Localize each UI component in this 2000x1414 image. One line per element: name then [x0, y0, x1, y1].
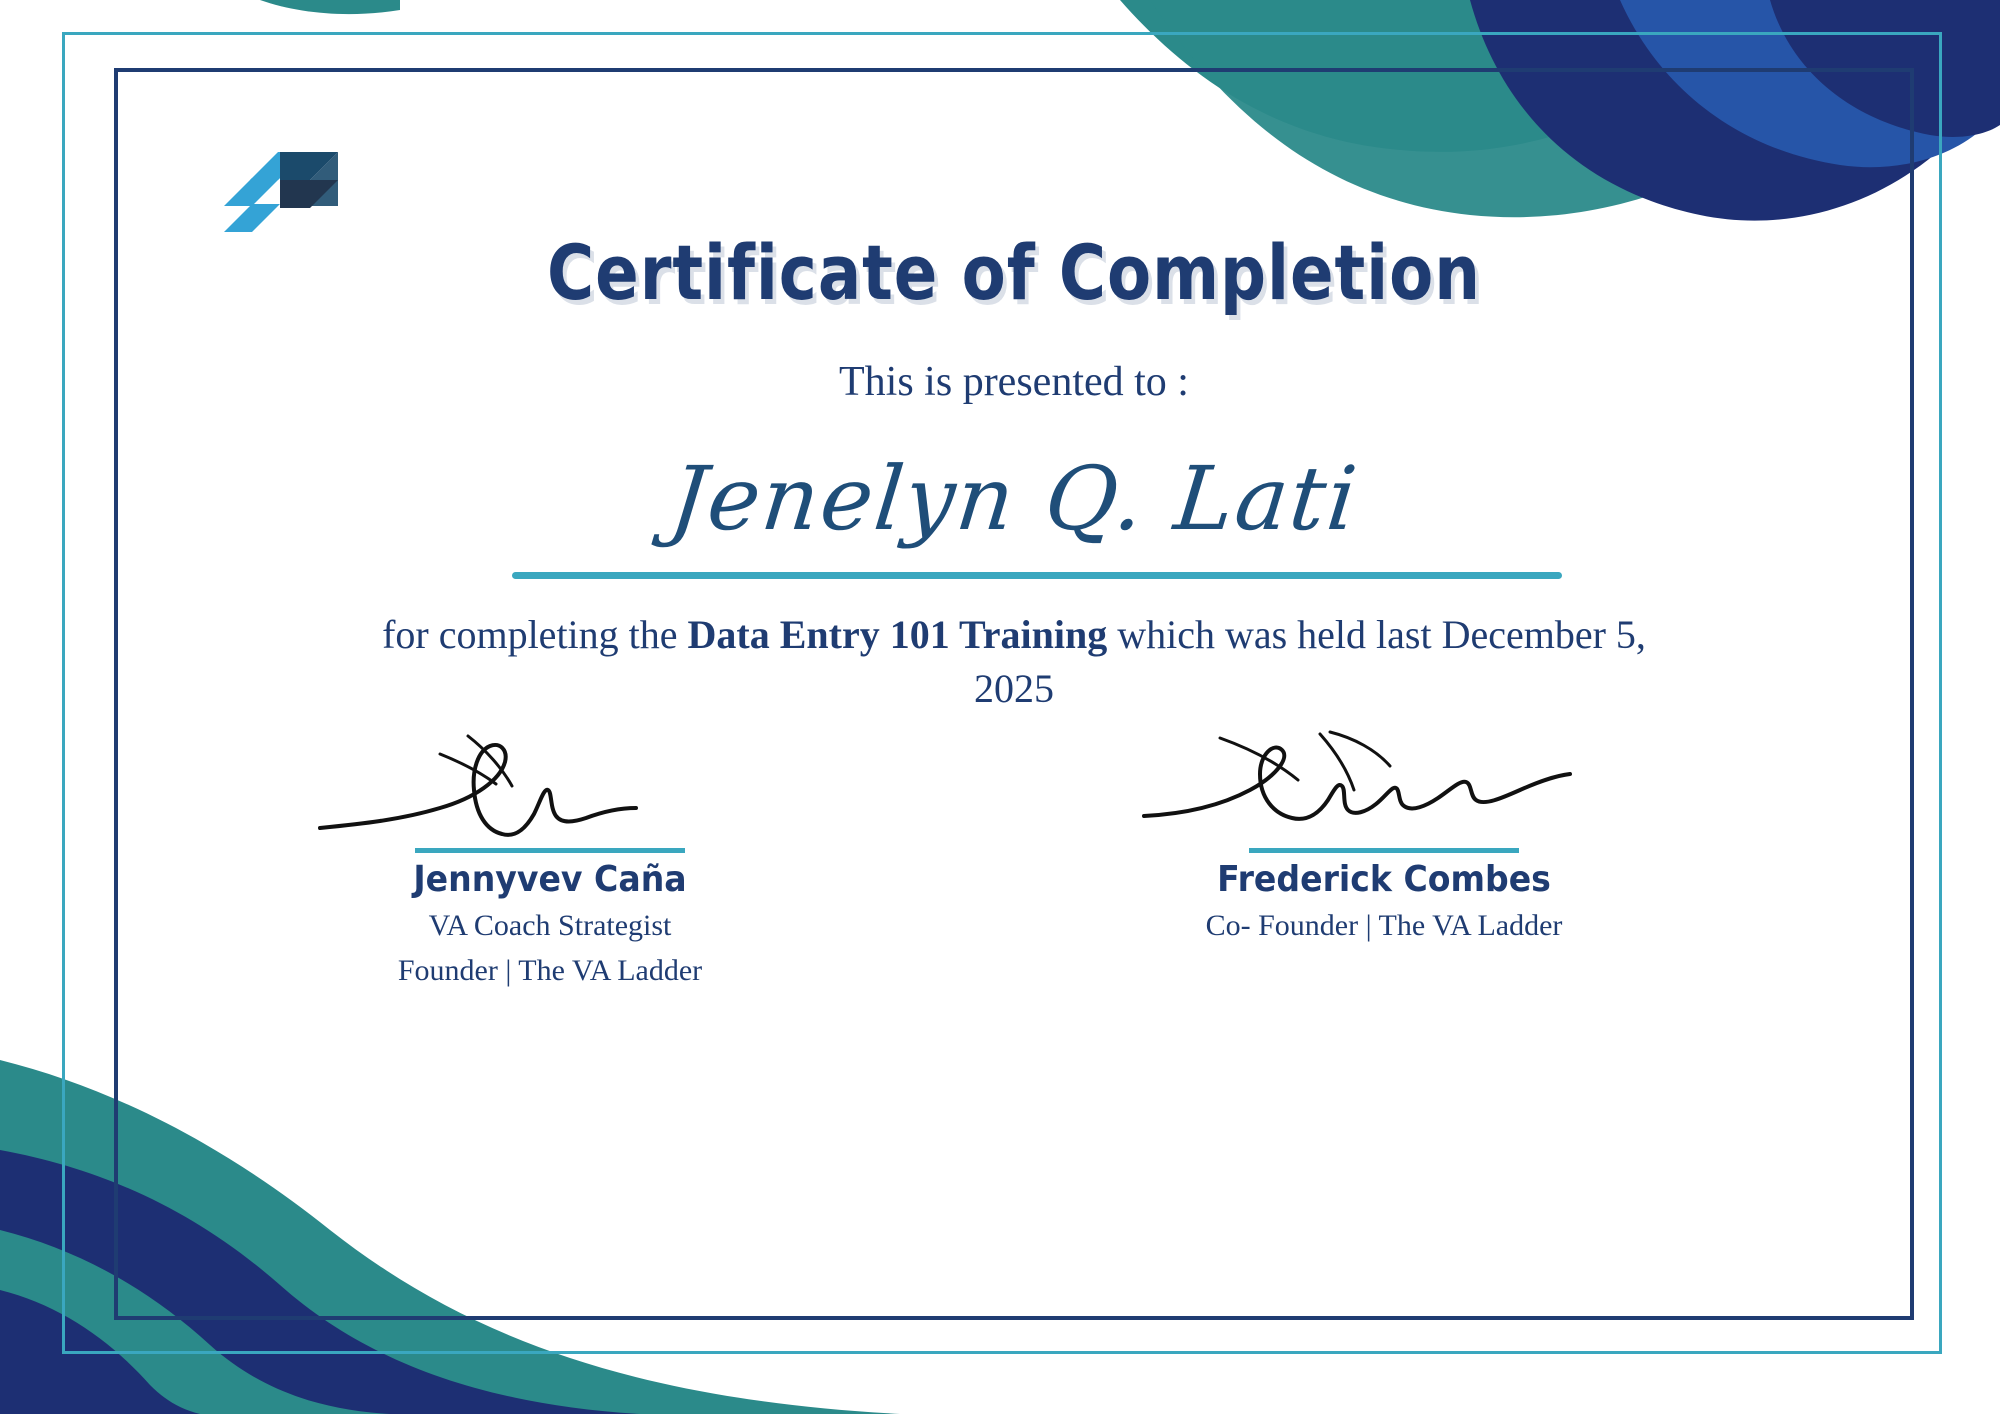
signatory-role-line-1: Co- Founder | The VA Ladder — [1205, 909, 1563, 942]
page-title: Certificate of Completion — [547, 228, 1481, 317]
signatory-name: Frederick Combes — [1217, 859, 1551, 900]
signatory-name: Jennyvev Caña — [413, 859, 687, 900]
event-date: December 5, 2025 — [974, 612, 1646, 711]
reason-prefix: for completing the — [382, 612, 688, 657]
recipient-underline — [512, 572, 1562, 579]
handwritten-signature-icon — [1124, 728, 1644, 848]
signature-block-left — [290, 728, 810, 990]
signature-rule-left — [415, 848, 685, 853]
presented-to-label: This is presented to : — [839, 359, 1189, 405]
signatory-role-line-2: Founder | The VA Ladder — [397, 954, 703, 987]
signature-block-right — [1124, 728, 1644, 945]
completion-statement — [364, 608, 1664, 716]
course-name: Data Entry 101 Training — [687, 612, 1108, 657]
reason-middle: which was held last — [1107, 612, 1442, 657]
recipient-name-wrap — [114, 448, 1914, 549]
recipient-name: Jenelyn Q. Lati — [665, 447, 1363, 550]
signatory-role-line-1: VA Coach Strategist — [428, 909, 672, 942]
handwritten-signature-icon — [290, 728, 810, 848]
certificate-content — [114, 68, 1914, 1320]
signature-rule-right — [1249, 848, 1519, 853]
